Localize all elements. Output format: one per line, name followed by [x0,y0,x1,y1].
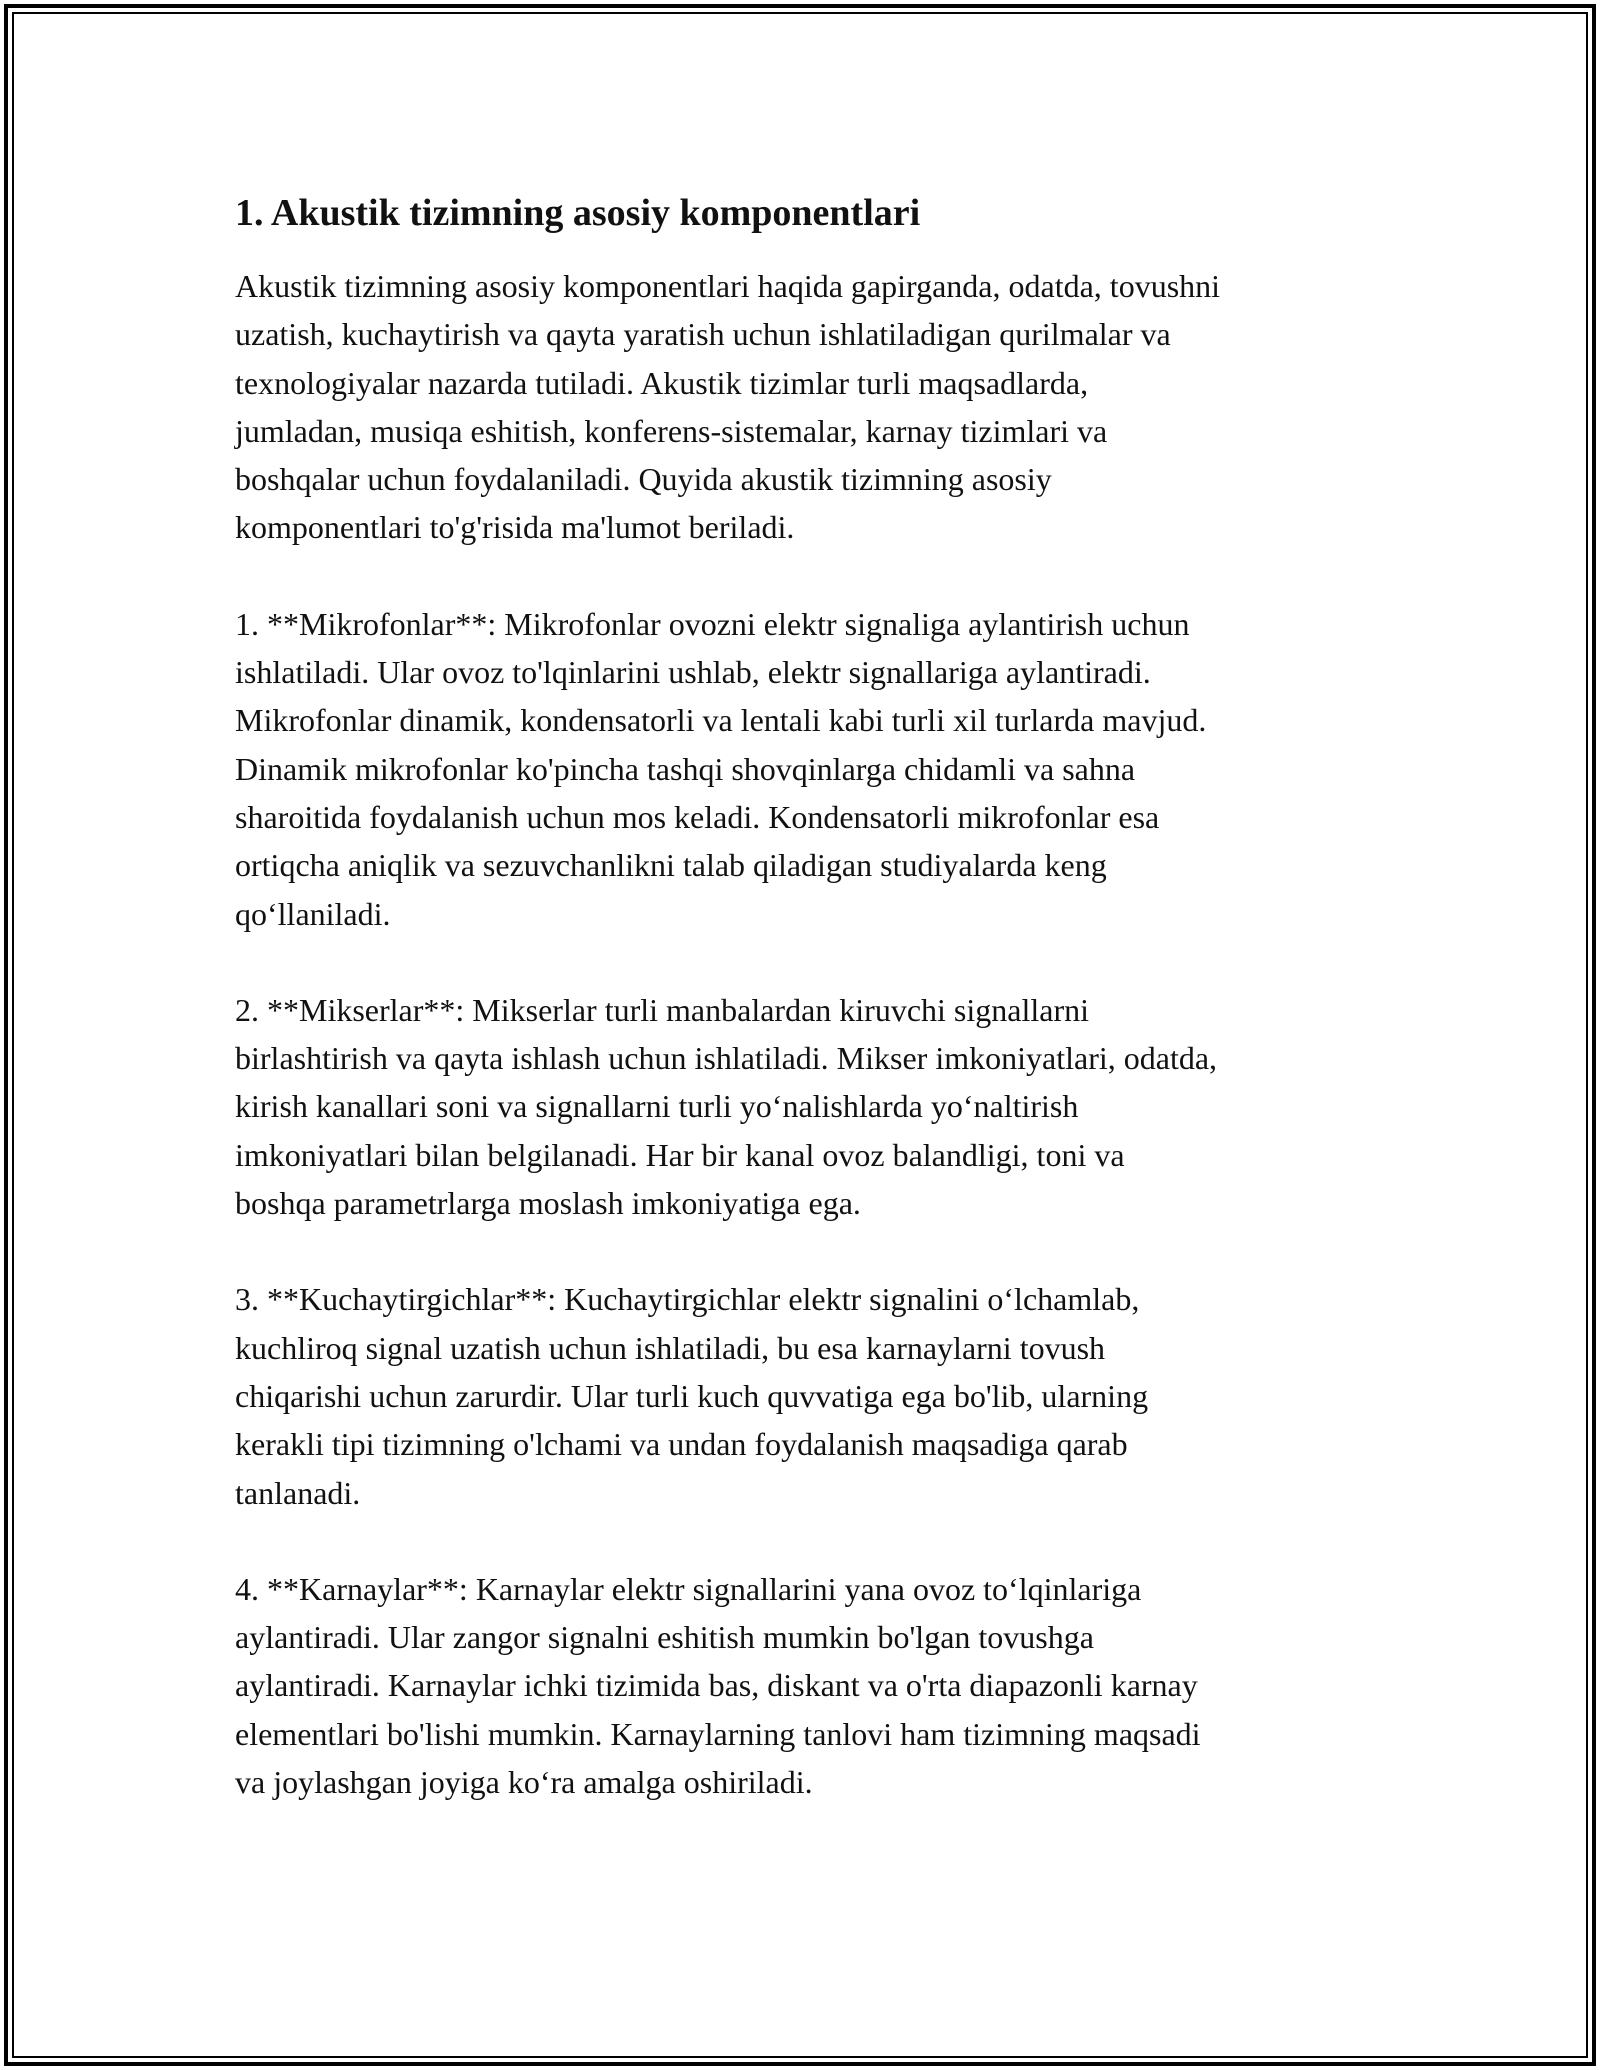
intro-paragraph: Akustik tizimning asosiy komponentlari haqida gapirganda, odatda, tovushni uzatish, kuchaytirish va qayta yaratish uchun ishlatiladigan qurilmalar va texnologiyalar nazarda tutiladi. Akustik tizimlar turli maqsadlarda, jumladan, musiqa eshitish, konferens-sistemalar, karnay tizimlari va boshqalar uchun foydalaniladi. Quyida akustik tizimning asosiy komponentlari to'g'risida ma'lumot beriladi. [235,268,1221,546]
amplifiers-paragraph: 3. **Kuchaytirgichlar**: Kuchaytirgichlar elektr signalini o‘lchamlab, kuchliroq signal uzatish uchun ishlatiladi, bu esa karnaylarni tovush chiqarishi uchun zarurdir. Ular turli kuch quvvatiga ega bo'lib, ularning kerakli tipi tizimning o'lchami va undan foydalanish maqsadiga qarab tanlanadi. [235,1281,1149,1511]
document-body [235,184,1385,1854]
section-heading: 1. Akustik tizimning asosiy komponentlari [235,192,921,234]
microphones-paragraph: 1. **Mikrofonlar**: Mikrofonlar ovozni elektr signaliga aylantirish uchun ishlatiladi. Ular ovoz to'lqinlarini ushlab, elektr signallariga aylantiradi. Mikrofonlar dinamik, kondensatorli va lentali kabi turli xil turlarda mavjud. Dinamik mikrofonlar ko'pincha tashqi shovqinlarga chidamli va sahna sharoitida foydalanish uchun mos keladi. Kondensatorli mikrofonlar esa ortiqcha aniqlik va sezuvchanlikni talab qiladigan studiyalarda keng qo‘llaniladi. [235,605,1207,932]
speakers-paragraph: 4. **Karnaylar**: Karnaylar elektr signallarini yana ovoz to‘lqinlariga aylantiradi. Ular zangor signalni eshitish mumkin bo'lgan tovushga aylantiradi. Karnaylar ichki tizimida bas, diskant va o'rta diapazonli karnay elementlari bo'lishi mumkin. Karnaylarning tanlovi ham tizimning maqsadi va joylashgan joyiga ko‘ra amalga oshiriladi. [235,1570,1201,1801]
mixers-paragraph: 2. **Mikserlar**: Mikserlar turli manbalardan kiruvchi signallarni birlashtirish va qayta ishlash uchun ishlatiladi. Mikser imkoniyatlari, odatda, kirish kanallari soni va signallarni turli yo‘nalishlarda yo‘naltirish imkoniyatlari bilan belgilanadi. Har bir kanal ovoz balandligi, toni va boshqa parametrlarga moslash imkoniyatiga ega. [235,991,1218,1222]
